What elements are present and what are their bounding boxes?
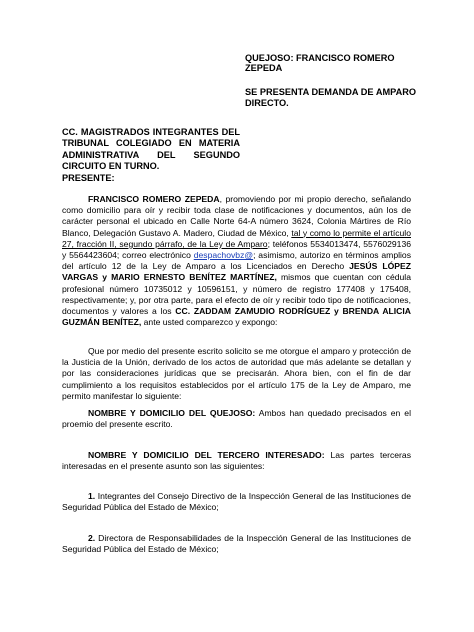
intro-text-4: mismos que cuentan con cédula profesional número 10735012 y 10596151, y número de registro 177408 y 175408, respectivamente; y, por otra parte, para el efecto de oír y recibir todo tipo de notificaciones, documentos y valores a los bbox=[62, 272, 411, 317]
section-tercero-heading: NOMBRE Y DOMICILIO DEL TERCERO INTERESADO: bbox=[88, 450, 325, 460]
email-link[interactable]: despachovbz@ bbox=[193, 250, 254, 261]
addressee-line-1: CC. MAGISTRADOS INTEGRANTES DEL bbox=[62, 127, 240, 137]
list-item bbox=[62, 491, 411, 513]
list-item-number: 2. bbox=[88, 533, 96, 543]
intro-text-5: ante usted comparezco y expongo: bbox=[141, 317, 278, 328]
section-quejoso-heading: NOMBRE Y DOMICILIO DEL QUEJOSO: bbox=[88, 408, 256, 418]
addressee-line-3: ADMINISTRATIVA DEL SEGUNDO bbox=[62, 149, 240, 160]
intro-name: FRANCISCO ROMERO ZEPEDA bbox=[88, 194, 220, 204]
intro-text-2: ; teléfonos 5534013474, 5576029136 y 5564423604; correo electrónico bbox=[62, 238, 412, 261]
demanda-text-1: SE PRESENTA DEMANDA DE AMPARO bbox=[245, 87, 416, 97]
section-tercero-text: Las partes terceras interesadas en el presente asunto son las siguientes: bbox=[62, 450, 411, 472]
demanda-line-2 bbox=[245, 98, 289, 108]
quejoso-text: QUEJOSO: FRANCISCO ROMERO ZEPEDA bbox=[245, 53, 395, 73]
intro-paragraph bbox=[62, 194, 411, 328]
list-item-text: Directora de Responsabilidades de la Inspección General de las Instituciones de Seguridad Pública del Estado de México; bbox=[62, 533, 411, 555]
list-item-text: Integrantes del Consejo Directivo de la Inspección General de las Instituciones de Seguridad Pública del Estado de México; bbox=[62, 491, 411, 513]
request-text: Que por medio del presente escrito solicito se me otorgue el amparo y protección de la Justicia de la Unión, derivado de los actos de autoridad que más adelante se detallan y por las consideraciones jurídicas que se precisarán. Ahora bien, con el fin de dar cumplimiento a los requisitos establecidos por el artículo 175 de la Ley de Amparo, me permito manifestar lo siguiente: bbox=[62, 346, 411, 401]
addressee-line-4: CIRCUITO EN TURNO. bbox=[62, 161, 160, 172]
section-quejoso-text: Ambos han quedado precisados en el proemio del presente escrito. bbox=[62, 408, 411, 430]
list-item bbox=[62, 533, 411, 555]
list-item-number: 1. bbox=[88, 491, 96, 501]
intro-lawyers: JESÚS LÓPEZ VARGAS y MARIO ERNESTO BENÍTEZ MARTÍNEZ, bbox=[62, 261, 412, 283]
quejoso-line bbox=[245, 53, 415, 73]
intro-text-1: , promoviendo por mi propio derecho, señalando como domicilio para oír y recibir toda clase de notificaciones y documentos, aún los de carácter personal el ubicado en Calle Norte 64-A número 3624, Colonia Mártires de Río Blanco, Delegación Gustavo A. Madero, Ciudad de México, bbox=[62, 194, 411, 238]
demanda-text-2: DIRECTO. bbox=[245, 98, 289, 108]
intro-text-3: ; asimismo, autorizo en términos amplios del artículo 12 de la Ley de Amparo a los Licenciados en Derecho bbox=[62, 250, 411, 272]
addressee-block bbox=[62, 127, 240, 184]
addressee-line-5: PRESENTE: bbox=[62, 172, 115, 183]
addressee-line-2: TRIBUNAL COLEGIADO EN MATERIA bbox=[62, 138, 240, 149]
section-quejoso bbox=[62, 408, 411, 430]
section-tercero bbox=[62, 450, 411, 472]
request-paragraph bbox=[62, 346, 411, 402]
intro-law-ref: tal y como lo permite el artículo 27, fracción II, segundo párrafo, de la Ley de Amparo bbox=[62, 227, 411, 249]
intro-ccs: CC. ZADDAM ZAMUDIO RODRÍGUEZ y BRENDA ALICIA GUZMÁN BENÍTEZ, bbox=[62, 306, 411, 328]
demanda-line-1 bbox=[245, 87, 416, 97]
